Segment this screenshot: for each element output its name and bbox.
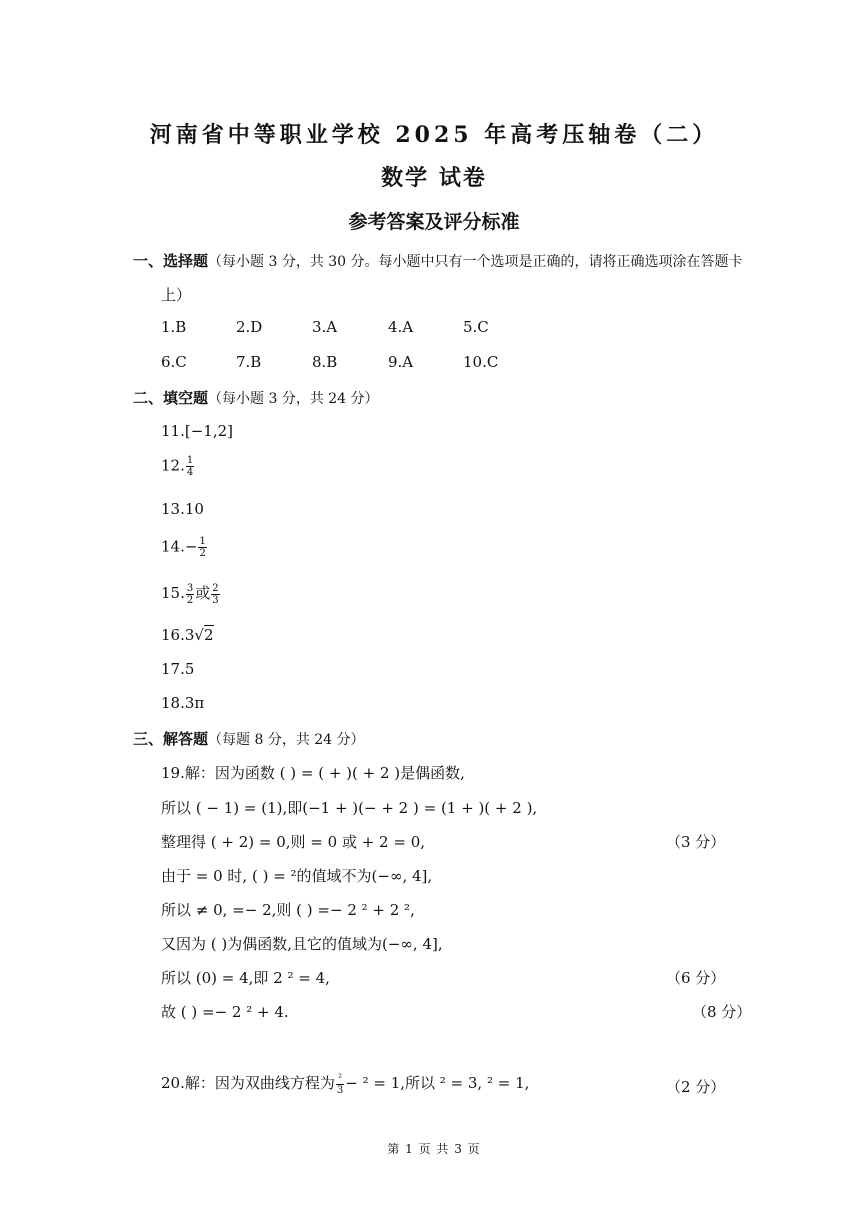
solution-line: 所以 (0) = 4,即 2 ² = 4, — [161, 969, 330, 987]
score-mark: （6 分） — [666, 969, 726, 987]
section1-note: （每小题 3 分，共 30 分。每小题中只有一个选项是正确的，请将正确选项涂在答题卡 — [208, 254, 743, 270]
solution-line: 19.解：因为函数 ( ) = ( + )( + 2 )是偶函数, — [161, 764, 465, 782]
solution-line: 故 ( ) =− 2 ² + 4. — [161, 1003, 289, 1021]
choice-answer: 7.B — [236, 353, 262, 371]
solution-line: 整理得 ( + 2) = 0,则 = 0 或 + 2 = 0, — [161, 833, 426, 851]
subject-title: 数学 试卷 — [381, 165, 487, 191]
choice-answer: 10.C — [463, 353, 499, 371]
section3-heading: 三、解答题 — [133, 730, 209, 748]
section2-heading-line — [133, 387, 379, 408]
choice-answer: 8.B — [312, 353, 338, 371]
fill-answer-15: 15. $\frac{3}{2}$ 或 $\frac{2}{3}$ — [161, 582, 219, 606]
fill-answer-11: 11.[−1,2] — [161, 422, 233, 440]
page-title: 河南省中等职业学校 2025 年高考压轴卷（二） — [149, 122, 719, 148]
fill-answer-17: 17.5 — [161, 660, 195, 678]
choice-answer: 6.C — [161, 353, 187, 371]
fill-answer-18: 18.3π — [161, 694, 205, 712]
solution-line: 由于 = 0 时, ( ) = ²的值域不为(−∞, 4], — [161, 867, 433, 885]
section3-heading-line — [133, 728, 365, 749]
fraction: $\frac{1}{2}$ — [199, 536, 206, 559]
fill-answer-16: 16.3√2 — [161, 626, 214, 644]
fraction: $\frac{3}{2}$ — [186, 582, 194, 606]
page-footer: 第 1 页 共 3 页 — [387, 1142, 481, 1156]
fraction: $\frac{2}{3}$ — [212, 582, 219, 606]
choice-answer: 9.A — [388, 353, 414, 371]
section2-heading: 二、填空题 — [133, 389, 209, 407]
score-mark: （2 分） — [666, 1078, 726, 1096]
answer-subtitle: 参考答案及评分标准 — [348, 211, 520, 233]
sqrt-sign: √ — [194, 626, 204, 644]
fill-answer-13: 13.10 — [161, 500, 204, 518]
choice-answer: 4.A — [388, 318, 414, 336]
section2-note: （每小题 3 分，共 24 分） — [208, 391, 379, 407]
section1-heading: 一、选择题 — [133, 252, 209, 270]
choice-answer: 1.B — [161, 318, 187, 336]
solution-line: 又因为 ( )为偶函数,且它的值域为(−∞, 4], — [161, 935, 443, 953]
fill-answer-12: 12. $\frac{1}{4}$ — [161, 455, 194, 478]
choice-answer: 3.A — [312, 318, 338, 336]
fraction: $\frac{1}{4}$ — [186, 455, 194, 478]
score-mark: （3 分） — [666, 833, 726, 851]
fill-answer-14: 14.− $\frac{1}{2}$ — [161, 536, 206, 559]
choice-answer: 5.C — [463, 318, 489, 336]
section3-note: （每题 8 分，共 24 分） — [208, 732, 365, 748]
section1-heading-line — [133, 250, 743, 271]
section1-note-cont: 上） — [161, 286, 192, 304]
solution-line: 所以 ≠ 0, =− 2,则 ( ) =− 2 ² + 2 ², — [161, 901, 415, 919]
score-mark: （8 分） — [692, 1003, 752, 1021]
solution-line: 所以 ( − 1) = (1),即(−1 + )(− + 2 ) = (1 + )( + 2 ), — [161, 799, 538, 817]
fraction: $\frac{\text{²}}{3}$ — [336, 1072, 344, 1096]
solution-line-20: 20.解：因为双曲线方程为 $\frac{\text{²}}{3}$ − ² = 1,所以 ² = 3, ² = 1, — [161, 1072, 530, 1096]
choice-answer: 2.D — [236, 318, 263, 336]
